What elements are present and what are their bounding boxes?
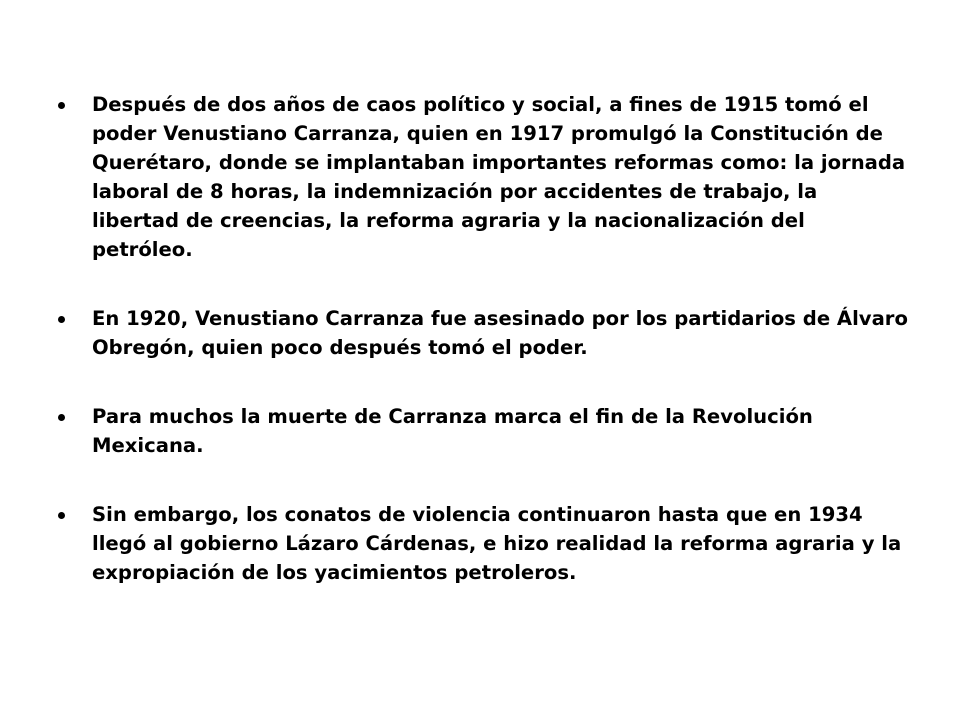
bullet-item (58, 304, 908, 362)
bullet-dot-icon (58, 414, 65, 421)
bullet-text: Después de dos años de caos político y social, a fines de 1915 tomó el poder Venustiano Carranza, quien en 1917 promulgó la Constitución de Querétaro, donde se implantaban importantes reformas como: la jornada laboral de 8 horas, la indemnización por accidentes de trabajo, la libertad de creencias, la reforma agraria y la nacionalización del petróleo. (92, 93, 906, 261)
bullet-item (58, 90, 908, 264)
bullet-dot-icon (58, 102, 65, 109)
bullet-item (58, 402, 908, 460)
bullet-text: Sin embargo, los conatos de violencia continuaron hasta que en 1934 llegó al gobierno Lázaro Cárdenas, e hizo realidad la reforma agraria y la expropiación de los yacimientos petroleros. (92, 503, 902, 584)
bullet-item (58, 500, 908, 587)
bullet-text: En 1920, Venustiano Carranza fue asesinado por los partidarios de Álvaro Obregón, quien poco después tomó el poder. (92, 307, 908, 359)
bullet-list (58, 90, 908, 627)
bullet-dot-icon (58, 316, 65, 323)
bullet-dot-icon (58, 512, 65, 519)
bullet-text: Para muchos la muerte de Carranza marca el fin de la Revolución Mexicana. (92, 405, 813, 457)
